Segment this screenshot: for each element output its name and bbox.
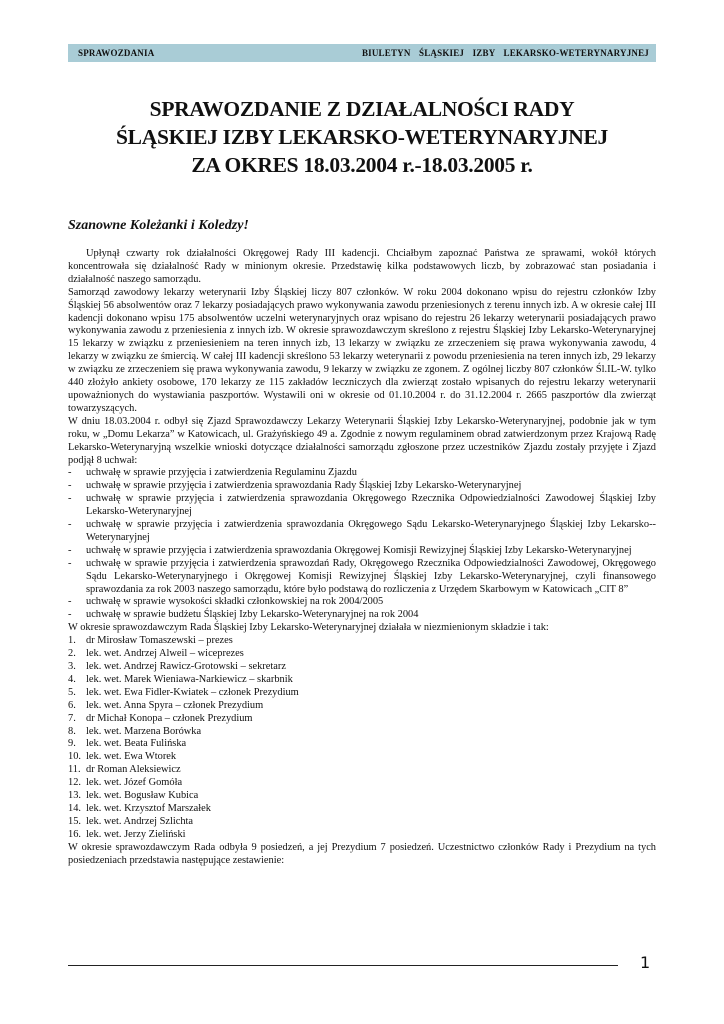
list-item: - uchwałę w sprawie budżetu Śląskiej Izby Lekarsko-Weterynaryjnej na rok 2004 (68, 609, 419, 621)
list-item: - uchwałę w sprawie przyjęcia i zatwierdzenia sprawozdania Okręgowego Sądu Lekarsko-Weterynaryjnego Śląskiej Izby Lekarsko--Weterynaryjnej (68, 519, 656, 543)
page-number: 1 (640, 953, 651, 972)
title-line-2: ŚLĄSKIEJ IZBY LEKARSKO-WETERYNARYJNEJ (116, 125, 608, 149)
footer-divider (68, 965, 618, 966)
list-item: - uchwałę w sprawie przyjęcia i zatwierdzenia sprawozdania Okręgowej Komisji Rewizyjnej Śląskiej Izby Lekarsko-Weterynaryjnej (68, 544, 632, 556)
paragraph-membership: Samorząd zawodowy lekarzy weterynarii Izby Śląskiej liczy 807 członków. W roku 2004 dokonano wpisu do rejestru członków Izby Śląskiej 56 absolwentów oraz 7 lekarzy posiadających prawo wykonywania zawodu przeniesionych z terenu innych izb. A w okresie całej III kadencji dokonano wpisu 175 absolwentów uczelni weterynaryjnych oraz wpisano do rejestru 26 lekarzy weterynarii posiadających prawo wykonywania zawodu z przeniesienia z innych izb. W okresie sprawozdawczym skreślono z rejestru Śląskiej Izby Lekarsko-Weterynaryjnej 15 lekarzy w związku z przeniesieniem na teren innych izb, 13 lekarzy w związku ze zrzeczeniem się prawa wykonywania zawodu, 4 lekarzy w związku ze śmiercią. W całej III kadencji skreślono 53 lekarzy weterynarii z powodu przeniesienia na teren innych izb, 29 lekarzy w związku ze zrzeczeniem się prawa wykonywania zawodu, 9 lekarzy w związku ze zgonem. Z ogólnej liczby 807 członków Śl.IL-W. tylko 440 złożyło ankiety osobowe, 170 lekarzy ze 115 zakładów leczniczych dla zwierząt zostało wpisanych do rejestru lekarzy weterynarii upoważnionych do wystawiania paszportów. Wystawili oni w okresie od 01.10.2004 r. do 31.12.2004 r. 2665 paszportów dla zwierząt towarzyszących. (68, 286, 656, 414)
list-item: 7. dr Michał Konopa – członek Prezydium (68, 712, 253, 724)
council-intro: W okresie sprawozdawczym Rada Śląskiej Izby Lekarsko-Weterynaryjnej działała w niezmienionym składzie i tak: (68, 622, 549, 634)
list-item: - uchwałę w sprawie przyjęcia i zatwierdzenia Regulaminu Zjazdu (68, 467, 357, 479)
list-item: - uchwałę w sprawie wysokości składki członkowskiej na rok 2004/2005 (68, 596, 384, 608)
section-label: SPRAWOZDANIA (78, 48, 155, 58)
running-header (68, 44, 656, 62)
paragraph-closing: W okresie sprawozdawczym Rada odbyła 9 posiedzeń, a jej Prezydium 7 posiedzeń. Uczestnictwo członków Rady i Prezydium na tych posiedzeniach przedstawia następujące zestawienie: (68, 841, 656, 866)
list-item: 5. lek. wet. Ewa Fidler-Kwiatek – członek Prezydium (68, 686, 299, 698)
paragraph-intro: Upłynął czwarty rok działalności Okręgowej Rady III kadencji. Chciałbym zapoznać Państwa ze sprawami, wokół których koncentrowała się działalność Rady w minionym okresie. Przedstawię kilka podstawowych liczb, by zobrazować stan posiadania i działalność naszego samorządu. (68, 248, 656, 285)
list-item: 4. lek. wet. Marek Wieniawa-Narkiewicz – skarbnik (68, 673, 293, 685)
list-item: 9. lek. wet. Beata Fulińska (68, 738, 187, 750)
resolutions-list (68, 467, 656, 622)
report-body (68, 248, 656, 868)
list-item: 8. lek. wet. Marzena Borówka (68, 725, 202, 737)
title-line-3: ZA OKRES 18.03.2004 r.-18.03.2005 r. (191, 153, 533, 177)
list-item: - uchwałę w sprawie przyjęcia i zatwierdzenia sprawozdania Okręgowego Rzecznika Odpowiedzialności Zawodowej Śląskiej Izby Lekarsko-Weterynaryjnej (68, 493, 656, 518)
paragraph-congress: W dniu 18.03.2004 r. odbył się Zjazd Sprawozdawczy Lekarzy Weterynarii Śląskiej Izby Lekarsko-Weterynaryjnej, podobnie jak w tym roku, w „Domu Lekarza” w Katowicach, ul. Grażyńskiego 49 a. Zgodnie z nowym regulaminem obrad zatwierdzonym przez Krajową Radę Lekarsko-Weterynaryjną wszelkie wnioski dotyczące działalności samorządu zgłoszone przez uczestników Zjazdu zostały przyjęte i Zjazd podjął 8 uchwał: (68, 415, 656, 466)
title-line-1: SPRAWOZDANIE Z DZIAŁALNOŚCI RADY (149, 97, 575, 121)
council-members-list (68, 635, 656, 842)
list-item: - uchwałę w sprawie przyjęcia i zatwierdzenia sprawozdania Rady Śląskiej Izby Lekarsko-Weterynaryjnej (68, 480, 522, 492)
list-item: 12. lek. wet. Józef Gomóła (68, 777, 183, 789)
list-item: 3. lek. wet. Andrzej Rawicz-Grotowski – sekretarz (68, 661, 286, 672)
list-item: 16. lek. wet. Jerzy Zieliński (68, 828, 186, 840)
list-item: 11. dr Roman Aleksiewicz (68, 764, 181, 776)
page-title (68, 95, 656, 179)
list-item: 15. lek. wet. Andrzej Szlichta (68, 815, 194, 827)
list-item: 1. dr Mirosław Tomaszewski – prezes (68, 635, 233, 647)
list-item: - uchwałę w sprawie przyjęcia i zatwierdzenia sprawozdań Rady, Okręgowego Rzecznika Odpowiedzialności Zawodowej, Okręgowego Sądu Lekarsko-Weterynaryjnego i Okręgowej Komisji Rewizyjnej Śląskiej Izby Lekarsko-Weterynaryjnej, czyli finansowego sprawozdania za rok 2003 naszego samorządu, które było podstawą do rozliczenia z Urzędem Skarbowym w Katowicach „CIT 8” (68, 557, 656, 595)
list-item: 2. lek. wet. Andrzej Alweil – wiceprezes (68, 648, 244, 660)
list-item: 6. lek. wet. Anna Spyra – członek Prezydium (68, 699, 264, 711)
list-item: 13. lek. wet. Bogusław Kubica (68, 790, 199, 802)
list-item: 14. lek. wet. Krzysztof Marszałek (68, 802, 211, 814)
list-item: 10. lek. wet. Ewa Wtorek (68, 751, 177, 763)
bulletin-label: BIULETYN ŚLĄSKIEJ IZBY LEKARSKO-WETERYNARYJNEJ (361, 48, 649, 58)
salutation: Szanowne Koleżanki i Koledzy! (68, 218, 249, 233)
